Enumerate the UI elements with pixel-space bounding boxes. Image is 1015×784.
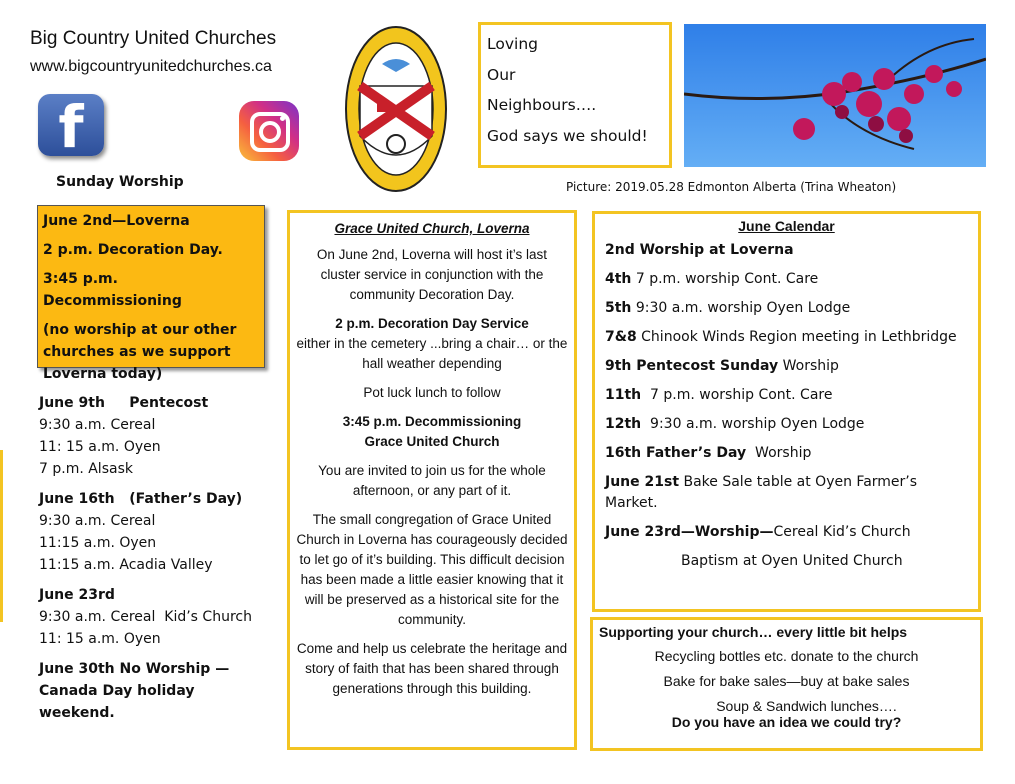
calendar-row: 2nd Worship at Loverna (605, 242, 794, 258)
accent-bar (0, 450, 3, 622)
highlight-line: 3:45 p.m. Decommissioning (43, 271, 182, 309)
calendar-row: 4th 7 p.m. worship Cont. Care (605, 271, 819, 287)
church-crest (344, 24, 448, 194)
facebook-icon[interactable]: f (38, 94, 104, 156)
grace-paragraph (296, 412, 568, 452)
sunday-worship-title: Sunday Worship (56, 174, 184, 190)
calendar-title: June Calendar (738, 218, 835, 234)
calendar-row: June 23rd—Worship—Cereal Kid’s Church (605, 524, 911, 540)
calendar-row: Baptism at Oyen United Church (681, 553, 903, 569)
grace-church-box (287, 210, 577, 750)
calendar-row: 5th 9:30 a.m. worship Oyen Lodge (605, 300, 851, 316)
org-name: Big Country United Churches (30, 28, 277, 49)
support-box (590, 617, 983, 751)
highlight-line: June 2nd—Loverna (43, 213, 190, 229)
instagram-icon[interactable] (239, 101, 299, 161)
grace-paragraph: Come and help us celebrate the heritage and story of faith that has been shared through generations through this building. (296, 641, 568, 696)
support-question: Do you have an idea we could try? (671, 714, 902, 730)
schedule-line: 9:30 a.m. Cereal (39, 513, 156, 529)
schedule-line: 11:15 a.m. Acadia Valley (39, 557, 213, 573)
support-item: Soup & Sandwich lunches…. (716, 698, 897, 714)
schedule-line: 7 p.m. Alsask (39, 461, 133, 477)
schedule-line: 11: 15 a.m. Oyen (39, 631, 161, 647)
schedule-line: 9:30 a.m. Cereal (39, 417, 156, 433)
quote-line: Our (487, 65, 516, 84)
quote-line: Loving (487, 35, 538, 53)
grace-paragraph: The small congregation of Grace United Church in Loverna has courageously decided to let go of it’s building. This difficult decision has been made a little easier knowing that it will be preserved as a historical site for the community. (296, 512, 568, 627)
calendar-row: 16th Father’s Day Worship (605, 445, 812, 461)
support-title: Supporting your church… every little bit helps (599, 624, 908, 640)
schedule-head: June 23rd (39, 587, 115, 603)
service-heading: 2 p.m. Decoration Day Service (335, 316, 529, 331)
grace-paragraph: Pot luck lunch to follow (363, 385, 501, 400)
calendar-row: 11th 7 p.m. worship Cont. Care (605, 387, 833, 403)
calendar-row: June 21st Bake Sale table at Oyen Farmer’s Market. (605, 474, 918, 511)
schedule-note: June 30th No Worship — Canada Day holiday weekend. (39, 661, 230, 721)
highlight-line: (no worship at our other churches as we support Loverna today) (43, 322, 237, 382)
blossom-photo (684, 24, 986, 167)
highlight-line: 2 p.m. Decoration Day. (43, 242, 223, 258)
schedule-line: 9:30 a.m. Cereal Kid’s Church (39, 609, 252, 625)
decommission-heading: 3:45 p.m. Decommissioning (342, 414, 522, 429)
support-item: Bake for bake sales—buy at bake sales (663, 673, 910, 689)
grace-paragraph (296, 314, 568, 374)
support-item: Recycling bottles etc. donate to the church (654, 648, 919, 664)
quote-line: Neighbours…. (487, 96, 597, 114)
june-calendar-box (592, 211, 981, 612)
website-url[interactable]: www.bigcountryunitedchurches.ca (30, 58, 272, 75)
quote-box (478, 22, 672, 168)
schedule-head: June 9th Pentecost (39, 395, 209, 411)
service-detail: either in the cemetery ...bring a chair… or the hall weather depending (296, 336, 568, 371)
grace-title: Grace United Church, Loverna (334, 221, 530, 236)
schedule-head: June 16th (Father’s Day) (39, 491, 243, 507)
schedule-line: 11: 15 a.m. Oyen (39, 439, 161, 455)
photo-caption: Picture: 2019.05.28 Edmonton Alberta (Trina Wheaton) (566, 180, 897, 194)
grace-paragraph: You are invited to join us for the whole afternoon, or any part of it. (318, 463, 546, 498)
highlight-box (37, 205, 265, 382)
calendar-row: 7&8 Chinook Winds Region meeting in Lethbridge (605, 329, 957, 345)
worship-schedule (39, 392, 289, 724)
grace-paragraph: On June 2nd, Loverna will host it’s last cluster service in conjunction with the community Decoration Day. (316, 247, 548, 302)
calendar-row: 9th Pentecost Sunday Worship (605, 358, 839, 374)
decommission-church: Grace United Church (364, 434, 500, 449)
quote-line: God says we should! (487, 126, 648, 145)
calendar-row: 12th 9:30 a.m. worship Oyen Lodge (605, 416, 865, 432)
schedule-line: 11:15 a.m. Oyen (39, 535, 157, 551)
